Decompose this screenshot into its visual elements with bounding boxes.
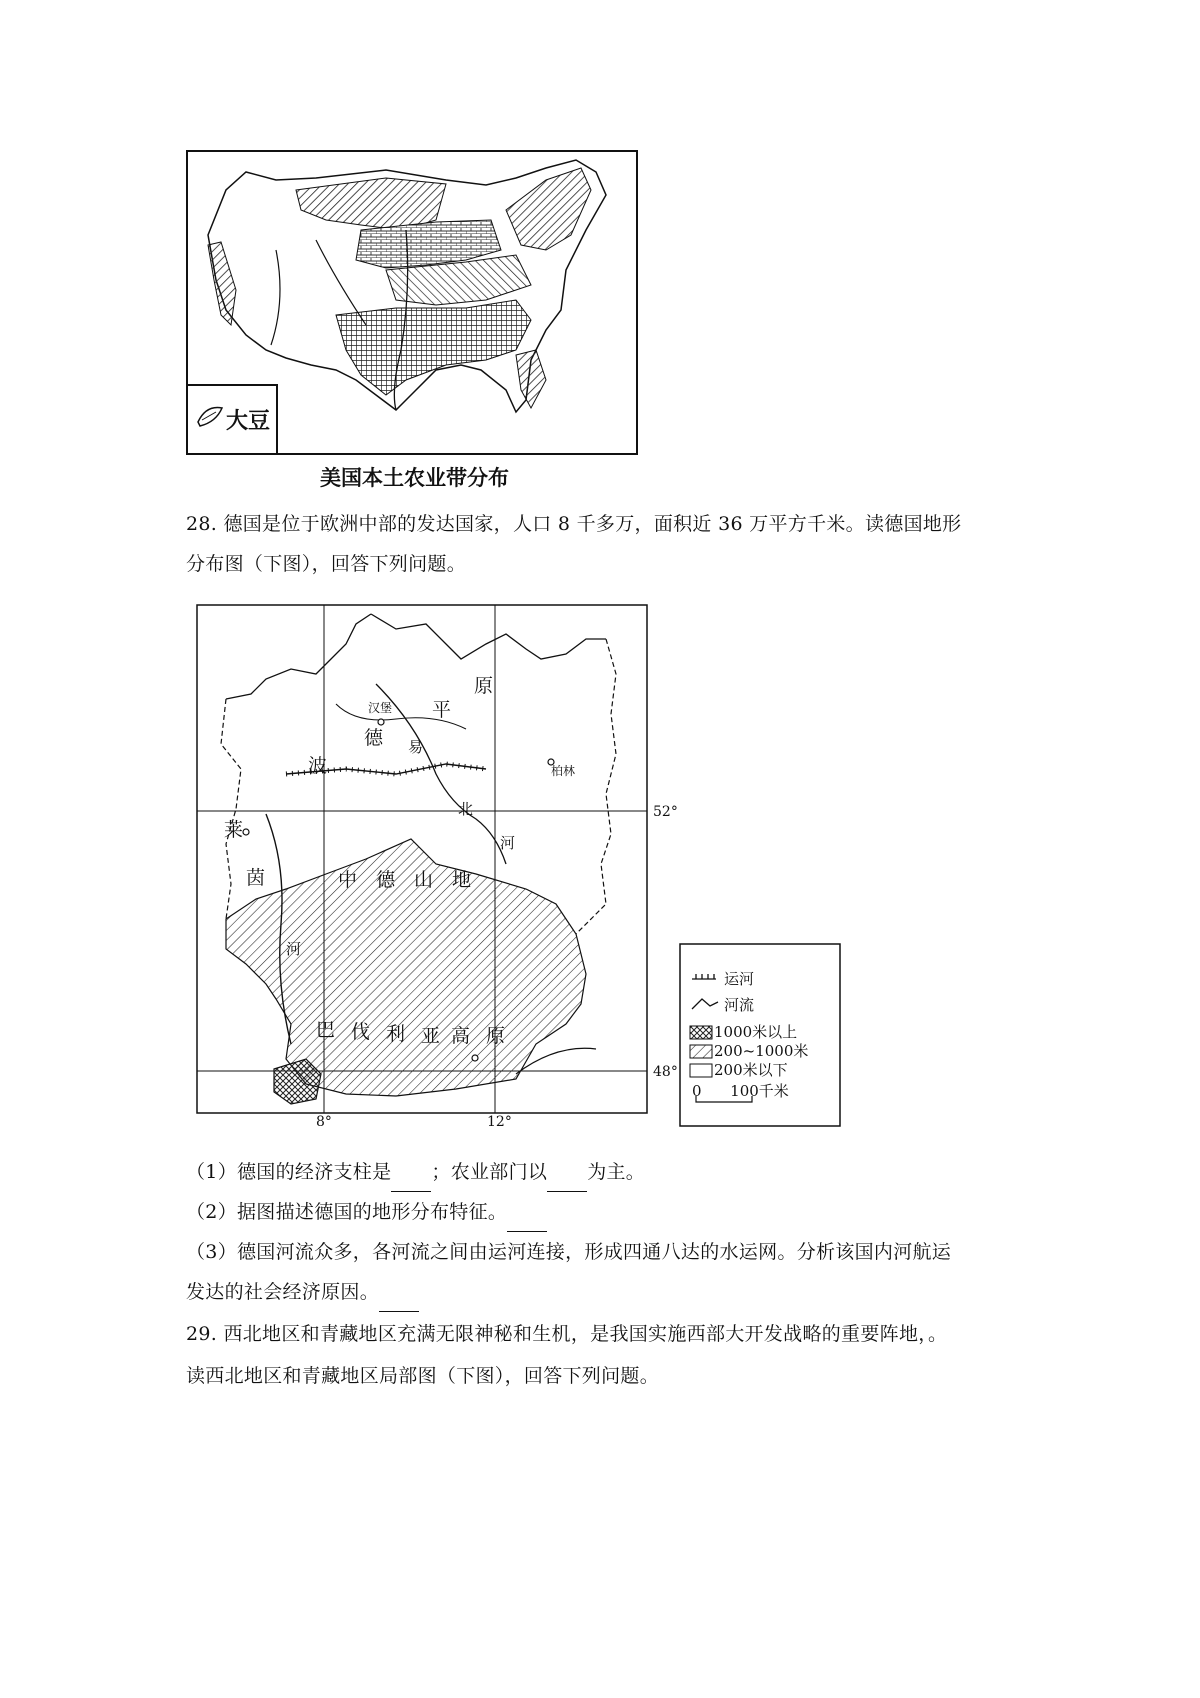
label-de: 德 <box>364 727 384 749</box>
label-mid-3: 山 <box>414 869 434 891</box>
us-map-legend-label: 大豆 <box>226 409 271 434</box>
q29-line1: 29. 西北地区和青藏地区充满无限神秘和生机，是我国实施西部大开发战略的重要阵地，。 <box>186 1323 948 1345</box>
legend-canal: 运河 <box>724 970 755 988</box>
q28-intro-line1: 28. 德国是位于欧洲中部的发达国家，人口 8 千多万，面积近 36 万平方千米。读德国地形 <box>186 513 962 535</box>
label-hamburg: 汉堡 <box>368 701 393 715</box>
label-yi: 易 <box>408 738 424 756</box>
q28-sub3-line2 <box>186 1272 419 1312</box>
answer-blank[interactable] <box>379 1291 419 1312</box>
q28-sub3-line2-text: 发达的社会经济原因。 <box>186 1281 380 1303</box>
us-agriculture-map <box>186 150 638 455</box>
q28-sub2-text: （2）据图描述德国的地形分布特征。 <box>186 1201 508 1223</box>
q28-intro-line2: 分布图（下图），回答下列问题。 <box>186 553 467 575</box>
label-bei: 北 <box>458 800 474 818</box>
label-plain-2: 原 <box>474 675 494 697</box>
legend-scale: 0 100千米 <box>692 1082 789 1100</box>
label-mid-4: 地 <box>452 869 472 891</box>
coord-lat-52: 52° <box>653 804 678 820</box>
city-marker <box>472 1055 478 1061</box>
q28-sub2 <box>186 1192 547 1232</box>
hamburg-marker <box>378 719 384 725</box>
q29-line2: 读西北地区和青藏地区局部图（下图），回答下列问题。 <box>186 1365 660 1387</box>
us-map-caption: 美国本土农业带分布 <box>320 466 509 490</box>
label-bav-2: 伐 <box>351 1021 371 1043</box>
legend-river: 河流 <box>724 996 755 1014</box>
label-he: 河 <box>500 834 516 852</box>
legend-below-200: 200米以下 <box>714 1061 788 1079</box>
legend-above-1000: 1000米以上 <box>714 1023 798 1041</box>
q28-sub1-part-b: ；农业部门以 <box>431 1161 548 1183</box>
q28-sub1-part-a: （1）德国的经济支柱是 <box>186 1161 392 1183</box>
legend-200-1000: 200~1000米 <box>714 1042 809 1060</box>
label-bav-1: 巴 <box>316 1019 336 1041</box>
q28-sub1-part-c: 为主。 <box>587 1161 646 1183</box>
q28-sub3-line1: （3）德国河流众多，各河流之间由运河连接，形成四通八达的水运网。分析该国内河航运 <box>186 1241 952 1263</box>
germany-terrain-map <box>196 604 846 1130</box>
answer-blank[interactable] <box>507 1211 547 1232</box>
label-bav-3: 利 <box>386 1023 406 1045</box>
label-plain-1: 平 <box>432 699 452 721</box>
label-bav-6: 原 <box>486 1025 506 1047</box>
q28-sub1 <box>186 1152 645 1192</box>
label-mid-1: 中 <box>338 869 358 891</box>
coord-lat-48: 48° <box>653 1064 678 1080</box>
label-bav-4: 亚 <box>421 1025 441 1047</box>
city-marker <box>243 829 249 835</box>
germany-map-legend <box>680 944 840 1126</box>
us-map-figure <box>186 150 638 455</box>
label-berlin: 柏林 <box>551 764 576 778</box>
coord-lon-12: 12° <box>487 1114 512 1130</box>
label-mid-2: 德 <box>376 869 396 891</box>
answer-blank[interactable] <box>391 1171 431 1192</box>
coord-lon-8: 8° <box>316 1114 332 1130</box>
answer-blank[interactable] <box>547 1171 587 1192</box>
label-bo: 波 <box>308 755 328 777</box>
label-lai: 莱 <box>224 819 244 841</box>
germany-map-figure <box>196 604 846 1130</box>
label-he2: 河 <box>286 940 302 958</box>
label-yin: 茵 <box>246 867 266 889</box>
label-bav-5: 高 <box>451 1025 471 1047</box>
